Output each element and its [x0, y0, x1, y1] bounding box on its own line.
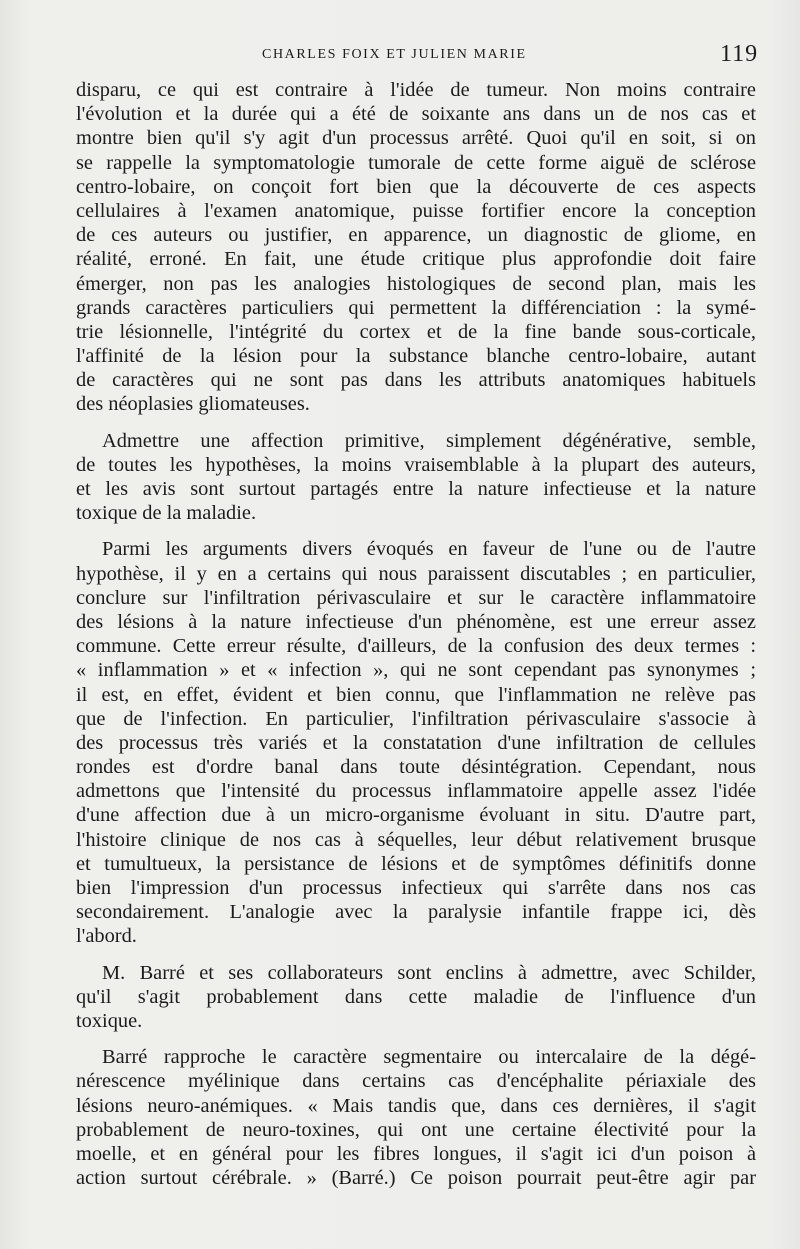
text-line: centro-lobaire, on conçoit fort bien que la découverte de ces aspects	[76, 175, 756, 198]
text-line: des lésions à la nature infectieuse d'un phénomène, est une erreur assez	[76, 610, 756, 633]
paragraph	[76, 961, 756, 1034]
text-line: commune. Cette erreur résulte, d'ailleurs, de la confusion des deux termes :	[76, 635, 756, 658]
text-line: de ces auteurs ou justifier, en apparence, un diagnostic de gliome, en	[76, 224, 756, 247]
text-line: hypothèse, il y en a certains qui nous paraissent discutables ; en particulier,	[76, 562, 756, 585]
text-line: conclure sur l'infiltration périvasculaire et sur le caractère inflammatoire	[76, 586, 756, 609]
text-line: Barré rapproche le caractère segmentaire ou intercalaire de la dégé-	[102, 1046, 756, 1069]
text-line: trie lésionnelle, l'intégrité du cortex et de la fine bande sous-corticale,	[76, 320, 756, 343]
text-line: secondairement. L'analogie avec la paralysie infantile frappe ici, dès	[76, 901, 756, 924]
running-head: CHARLES FOIX ET JULIEN MARIE	[262, 47, 527, 62]
text-line: disparu, ce qui est contraire à l'idée de tumeur. Non moins contraire	[76, 79, 756, 101]
text-line: cellulaires à l'examen anatomique, puisse fortifier encore la conception	[76, 199, 756, 222]
text-line: l'évolution et la durée qui a été de soixante ans dans un de nos cas et	[76, 103, 756, 126]
text-line: des néoplasies gliomateuses.	[76, 393, 310, 416]
text-line: « inflammation » et « infection », qui ne sont cependant pas synonymes ;	[76, 659, 756, 682]
text-line: de toutes les hypothèses, la moins vraisemblable à la plupart des auteurs,	[76, 453, 756, 476]
text-line: se rappelle la symptomatologie tumorale de cette forme aiguë de sclérose	[76, 151, 756, 174]
text-line: rondes est d'ordre banal dans toute désintégration. Cependant, nous	[76, 756, 756, 779]
text-line: action surtout cérébrale. » (Barré.) Ce poison pourrait peut-être agir par	[76, 1167, 756, 1190]
text-line: émerger, non pas les analogies histologiques de second plan, mais les	[76, 272, 756, 295]
text-line: d'une affection due à un micro-organisme évoluant in situ. D'autre part,	[76, 804, 756, 827]
text-line: probablement de neuro-toxines, qui ont une certaine électivité pour la	[76, 1118, 756, 1141]
text-line: grands caractères particuliers qui permettent la différenciation : la symé-	[76, 296, 756, 319]
text-line: moelle, et en général pour les fibres longues, il s'agit ici d'un poison à	[76, 1142, 756, 1165]
text-line: l'affinité de la lésion pour la substance blanche centro-lobaire, autant	[76, 345, 756, 368]
text-line: Parmi les arguments divers évoqués en faveur de l'une ou de l'autre	[102, 538, 756, 561]
text-line: lésions neuro-anémiques. « Mais tandis que, dans ces dernières, il s'agit	[76, 1094, 756, 1117]
text-line: que de l'infection. En particulier, l'infiltration périvasculaire s'associe à	[76, 707, 756, 730]
text-line: bien l'impression d'un processus infectieux qui s'arrête dans nos cas	[76, 877, 756, 899]
text-line: l'histoire clinique de nos cas à séquelles, leur début relativement brusque	[76, 828, 756, 851]
paragraph	[76, 429, 756, 526]
text-line: qu'il s'agit probablement dans cette maladie de l'influence d'un	[76, 985, 756, 1008]
text-line: toxique.	[76, 1009, 143, 1032]
text-line: admettons que l'intensité du processus inflammatoire appelle assez l'idée	[76, 780, 756, 803]
text-line: montre bien qu'il s'y agit d'un processus arrêté. Quoi qu'il en soit, si on	[76, 127, 756, 150]
text-line: Admettre une affection primitive, simplement dégénérative, semble,	[102, 429, 756, 452]
text-line: réalité, erroné. En fait, une étude critique plus approfondie doit faire	[76, 248, 756, 271]
paragraph	[76, 1045, 756, 1190]
text-line: l'abord.	[76, 925, 137, 948]
text-line: des processus très variés et la constatation d'une infiltration de cellules	[76, 731, 756, 754]
paragraph	[76, 537, 756, 948]
text-line: de caractères qui ne sont pas dans les attributs anatomiques habituels	[76, 369, 756, 392]
text-line: toxique de la maladie.	[76, 502, 257, 525]
body-text	[76, 78, 756, 1190]
text-line: M. Barré et ses collaborateurs sont enclins à admettre, avec Schilder,	[102, 961, 756, 984]
page-number: 119	[720, 41, 759, 67]
text-line: et tumultueux, la persistance de lésions et de symptômes définitifs donne	[76, 852, 756, 875]
text-line: et les avis sont surtout partagés entre la nature infectieuse et la nature	[76, 478, 756, 500]
text-line: nérescence myélinique dans certains cas d'encéphalite périaxiale des	[76, 1070, 756, 1093]
text-line: il est, en effet, évident et bien connu, que l'inflammation ne relève pas	[76, 683, 756, 706]
paragraph	[76, 78, 756, 417]
